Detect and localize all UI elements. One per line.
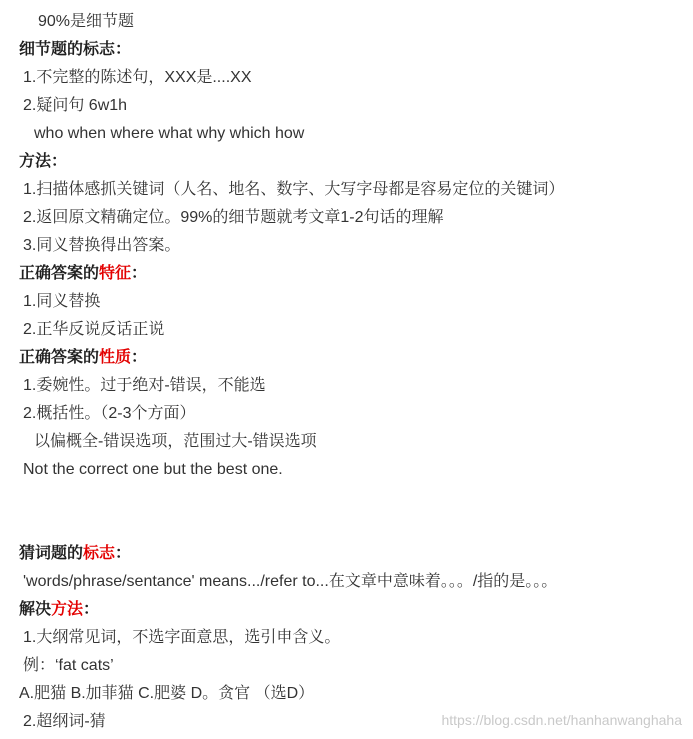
nature-heading <box>0 344 693 372</box>
guess-heading <box>0 540 693 568</box>
example-options: A.肥猫 B.加菲猫 C.肥婆 D。贪官 （选D） <box>19 685 315 702</box>
feature-heading-colon: ： <box>131 265 148 282</box>
nature-heading-highlight: 性质 <box>99 349 132 366</box>
feature-item-2: 2.正华反说反话正说 <box>23 321 165 338</box>
nature-item-1: 1.委婉性。过于绝对-错误，不能选 <box>23 377 266 394</box>
example-label: 例：‘fat cats’ <box>23 657 114 674</box>
detail-item-2: 2.疑问句 6w1h <box>23 97 128 114</box>
method-heading: 方法： <box>19 153 68 170</box>
nature-item-2-sub: 以偏概全-错误选项，范围过大-错误选项 <box>34 433 317 450</box>
detail-question-words: who when where what why which how <box>34 125 305 142</box>
solve-item-2: 2.超纲词-猜 <box>23 713 106 730</box>
solve-heading-prefix: 解决 <box>19 601 52 618</box>
feature-heading <box>0 260 693 288</box>
feature-heading-prefix: 正确答案的 <box>19 265 100 282</box>
feature-item-1: 1.同义替换 <box>23 293 101 310</box>
watermark-url: https://blog.csdn.net/hanhanwanghaha <box>441 712 682 728</box>
solve-heading-colon: ： <box>83 601 100 618</box>
nature-heading-prefix: 正确答案的 <box>19 349 100 366</box>
guess-heading-highlight: 标志 <box>83 545 116 562</box>
section-spacer <box>0 484 693 540</box>
detail-heading: 细节题的标志： <box>19 41 132 58</box>
nature-heading-colon: ： <box>131 349 148 366</box>
percent-line: 90%是细节题 <box>38 13 135 30</box>
solve-heading <box>0 596 693 624</box>
guess-heading-prefix: 猜词题的 <box>19 545 84 562</box>
guess-pattern-line: 'words/phrase/sentance' means.../refer to...在文章中意味着。。。/指的是。。。 <box>23 573 558 590</box>
solve-item-1: 1.大纲常见词，不选字面意思，选引申含义。 <box>23 629 341 646</box>
solve-heading-highlight: 方法 <box>51 601 84 618</box>
method-item-2: 2.返回原文精确定位。99%的细节题就考文章1-2句话的理解 <box>23 209 444 226</box>
method-item-3: 3.同义替换得出答案。 <box>23 237 181 254</box>
feature-heading-highlight: 特征 <box>99 265 132 282</box>
guess-heading-colon: ： <box>115 545 132 562</box>
method-item-1: 1.扫描体感抓关键词（人名、地名、数字、大写字母都是容易定位的关键词） <box>23 181 565 198</box>
document-body <box>0 8 693 736</box>
best-one-line: Not the correct one but the best one. <box>23 461 283 478</box>
nature-item-2: 2.概括性。（2-3个方面） <box>23 405 196 422</box>
detail-item-1: 1.不完整的陈述句，XXX是....XX <box>23 69 252 86</box>
